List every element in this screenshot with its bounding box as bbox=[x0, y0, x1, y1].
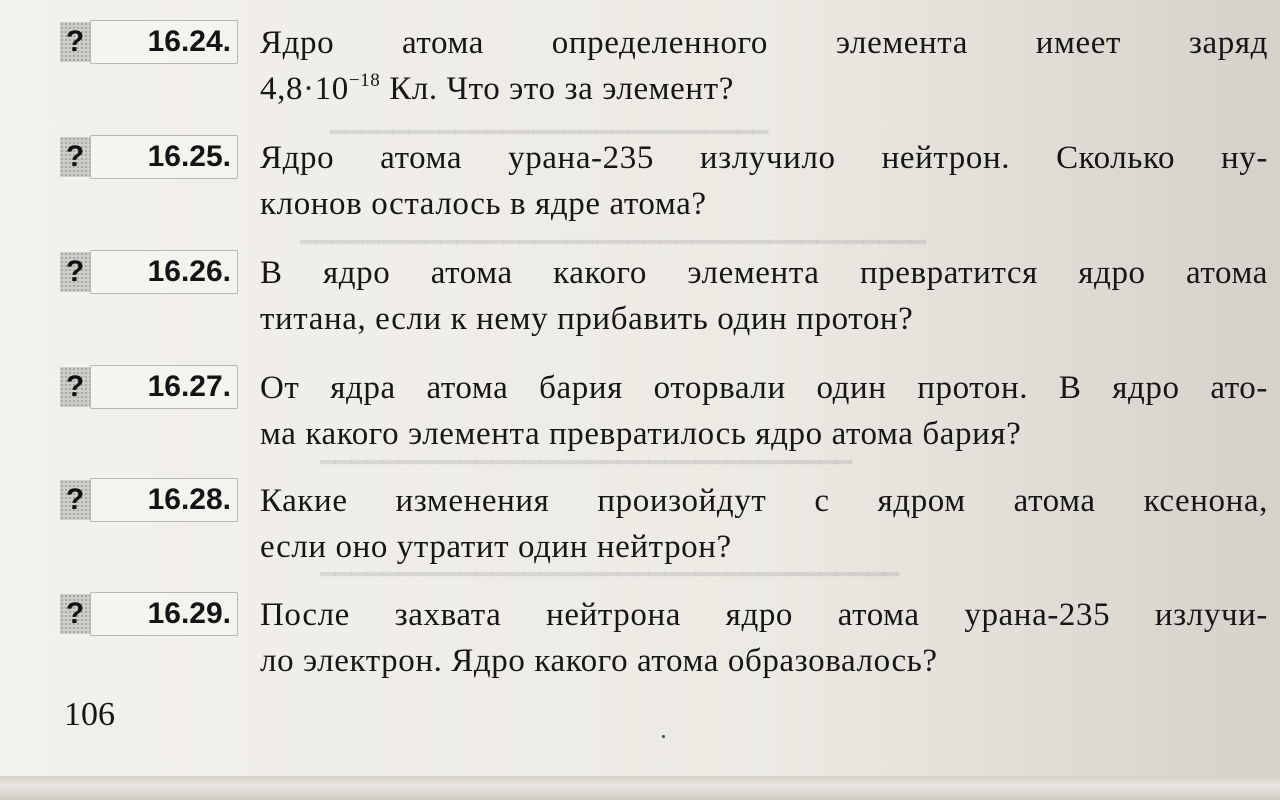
question-mark-icon: ? bbox=[60, 137, 90, 177]
problem-text-line: если оно утратит один нейтрон? bbox=[260, 529, 732, 565]
page-number: 106 bbox=[64, 696, 115, 733]
problem-number: 16.25. bbox=[90, 135, 238, 179]
show-through-text: ━━━━━━━━━━━━━━━━━━━━━━━━━━━━━━━━━━━━━━━━ bbox=[300, 228, 927, 257]
problem-16-28 bbox=[0, 478, 1280, 578]
problem-text bbox=[260, 20, 1268, 117]
show-through-text: ━━━━━━━━━━━━━━━━━━━━━━━━━━━━━━━━━━ bbox=[320, 448, 853, 477]
problem-16-25 bbox=[0, 135, 1280, 235]
problem-text bbox=[260, 135, 1268, 227]
problem-16-27 bbox=[0, 365, 1280, 465]
charge-value: 4,8·10 bbox=[260, 71, 349, 107]
problem-text-tail: Кл. Что это за элемент? bbox=[380, 71, 734, 107]
question-mark-icon: ? bbox=[60, 367, 90, 407]
problem-16-29 bbox=[0, 592, 1280, 692]
problem-text-line: ма какого элемента превратилось ядро атома бария? bbox=[260, 416, 1022, 452]
problem-16-26 bbox=[0, 250, 1280, 350]
problem-text-line bbox=[260, 66, 1268, 117]
show-through-text: ━━━━━━━━━━━━━━━━━━━━━━━━━━━━ bbox=[330, 118, 769, 147]
problem-16-24 bbox=[0, 20, 1280, 120]
problem-text-line: Ядро атома урана-235 излучило нейтрон. Сколько ну- bbox=[260, 140, 1268, 176]
problem-text-line: титана, если к нему прибавить один протон? bbox=[260, 301, 914, 337]
problem-text bbox=[260, 478, 1268, 570]
dust-speck bbox=[662, 735, 665, 738]
charge-exponent: −18 bbox=[348, 70, 381, 91]
page-bottom-edge bbox=[0, 776, 1280, 800]
show-through-text: ━━━━━━━━━━━━━━━━━━━━━━━━━━━━━━━━━━━━━ bbox=[320, 560, 900, 589]
question-mark-icon: ? bbox=[60, 594, 90, 634]
problem-number: 16.26. bbox=[90, 250, 238, 294]
problem-text-line: клонов осталось в ядре атома? bbox=[260, 186, 707, 222]
problem-text-line: После захвата нейтрона ядро атома урана-235 излучи- bbox=[260, 597, 1268, 633]
problem-text bbox=[260, 250, 1268, 342]
problem-number: 16.27. bbox=[90, 365, 238, 409]
problem-text bbox=[260, 365, 1268, 457]
question-mark-icon: ? bbox=[60, 252, 90, 292]
problem-number: 16.24. bbox=[90, 20, 238, 64]
problem-text-line: Какие изменения произойдут с ядром атома ксенона, bbox=[260, 483, 1268, 519]
problem-text-line: Ядро атома определенного элемента имеет заряд bbox=[260, 25, 1268, 61]
problem-text bbox=[260, 592, 1268, 684]
problem-number: 16.28. bbox=[90, 478, 238, 522]
question-mark-icon: ? bbox=[60, 480, 90, 520]
problem-number: 16.29. bbox=[90, 592, 238, 636]
question-mark-icon: ? bbox=[60, 22, 90, 62]
problem-text-line: От ядра атома бария оторвали один протон. В ядро ато- bbox=[260, 370, 1268, 406]
problem-text-line: ло электрон. Ядро какого атома образовалось? bbox=[260, 643, 938, 679]
problem-text-line: В ядро атома какого элемента превратится ядро атома bbox=[260, 255, 1268, 291]
